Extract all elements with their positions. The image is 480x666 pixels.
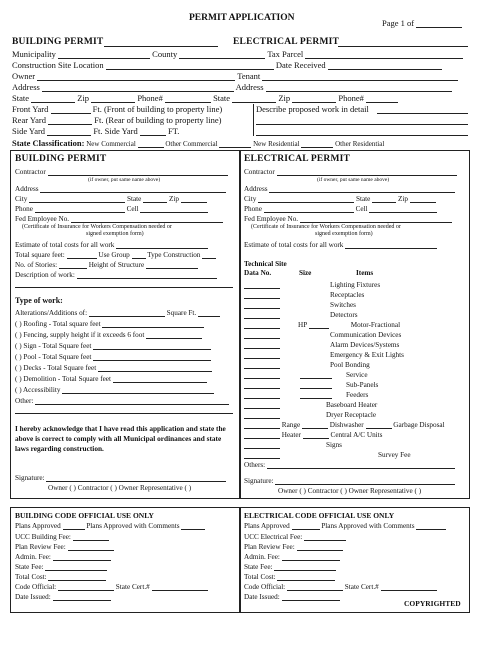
electrical-contractor-field[interactable]: Contractor	[244, 168, 457, 176]
electrical-date-issued[interactable]: Date Issued:	[244, 593, 340, 601]
elec-row-communication[interactable]: Communication Devices	[244, 331, 401, 339]
electrical-state-fee[interactable]: State Fee:	[244, 563, 336, 571]
alterations-field[interactable]: Alterations/Additions of: Square Ft.	[15, 309, 220, 317]
building-estimate[interactable]: Estimate of total costs for all work	[15, 241, 208, 249]
electrical-estimate[interactable]: Estimate of total costs for all work	[244, 241, 437, 249]
electrical-plans-approved[interactable]: Plans Approved Plans Approved with Comments	[244, 522, 446, 530]
electrical-signature-field[interactable]: Signature:	[244, 477, 455, 485]
owner-field[interactable]: Owner Tenant	[12, 72, 458, 81]
elec-row-dryer[interactable]: Dryer Receptacle	[244, 411, 376, 419]
building-plan-review-fee[interactable]: Plan Review Fee:	[15, 543, 114, 551]
building-ucc-fee[interactable]: UCC Building Fee:	[15, 533, 109, 541]
building-sqft-use-type[interactable]: Total square feet: Use Group Type Construction	[15, 251, 216, 259]
elec-row-feeders[interactable]: Feeders	[244, 391, 368, 399]
building-admin-fee[interactable]: Admin. Fee:	[15, 553, 111, 561]
acknowledge-text-3: laws regarding construction.	[15, 444, 104, 453]
building-permit-heading: BUILDING PERMIT	[12, 37, 104, 47]
elec-row-service[interactable]: Service	[244, 371, 368, 379]
data-no-header: Data No.	[244, 269, 272, 277]
building-state-fee[interactable]: State Fee:	[15, 563, 107, 571]
building-city-state-zip[interactable]: City State Zip	[15, 195, 207, 203]
electrical-owner-note: (if owner, put same name above)	[317, 177, 390, 183]
elec-row-lighting[interactable]: Lighting Fixtures	[244, 281, 380, 289]
building-plans-approved[interactable]: Plans Approved Plans Approved with Comments	[15, 522, 205, 530]
elec-row-alarm[interactable]: Alarm Devices/Systems	[244, 341, 399, 349]
building-phone-cell[interactable]: Phone Cell	[15, 205, 208, 213]
building-signature-field[interactable]: Signature:	[15, 474, 226, 482]
building-contractor-field[interactable]: Contractor	[15, 168, 228, 176]
electrical-official-title: ELECTRICAL CODE OFFICIAL USE ONLY	[244, 511, 395, 520]
electrical-cert-note: (Certificate of Insurance for Workers Compensation needed or	[251, 224, 401, 230]
work-item-accessibility[interactable]: ( ) Accessibility	[15, 386, 214, 394]
building-total-cost[interactable]: Total Cost:	[15, 573, 106, 581]
state-classification[interactable]: State Classification: New Commercial Other Commercial New Residential Other Residential	[12, 138, 385, 148]
work-item-roofing[interactable]: ( ) Roofing - Total square feet	[15, 320, 204, 328]
owner-state-zip-phone[interactable]: State Zip Phone# State Zip Phone#	[12, 94, 398, 103]
acknowledge-text-2: above is correct to comply with all Municipal ordinances and state	[15, 434, 222, 443]
work-item-fencing[interactable]: ( ) Fencing, supply height if it exceeds 6 foot	[15, 331, 202, 339]
rear-yard-field[interactable]: Rear Yard Ft. (Rear of building to property line)	[12, 115, 222, 125]
owner-address-field[interactable]: Address Address	[12, 83, 452, 92]
elec-row-switches[interactable]: Switches	[244, 301, 356, 309]
building-section-title: BUILDING PERMIT	[15, 154, 107, 164]
electrical-ucc-fee[interactable]: UCC Electrical Fee:	[244, 533, 346, 541]
electrical-total-cost[interactable]: Total Cost:	[244, 573, 335, 581]
building-sign-roles[interactable]: Owner ( ) Contractor ( ) Owner Representative ( )	[48, 484, 192, 492]
elec-row-motor[interactable]: HP Motor-Fractional	[244, 321, 400, 329]
side-yard-field[interactable]: Side Yard Ft. Side Yard FT.	[12, 126, 180, 136]
building-cert-note: (Certificate of Insurance for Workers Compensation needed or	[22, 224, 172, 230]
electrical-fed-employee[interactable]: Fed Employee No.	[244, 215, 452, 223]
elec-row-baseboard[interactable]: Baseboard Heater	[244, 401, 377, 409]
work-item-sign[interactable]: ( ) Sign - Total Square feet	[15, 342, 211, 350]
electrical-sign-roles[interactable]: Owner ( ) Contractor ( ) Owner Representative ( )	[278, 487, 422, 495]
work-item-pool[interactable]: ( ) Pool - Total Square feet	[15, 353, 211, 361]
electrical-others-field[interactable]: Others:	[244, 461, 455, 469]
size-header: Size	[299, 269, 312, 277]
elec-row-signs[interactable]: Signs	[244, 441, 342, 449]
electrical-permit-heading: ELECTRICAL PERMIT	[233, 37, 340, 47]
work-other-field[interactable]: Other:	[15, 397, 229, 405]
electrical-admin-fee[interactable]: Admin. Fee:	[244, 553, 340, 561]
construction-site-field[interactable]: Construction Site Location Date Received	[12, 61, 442, 70]
building-date-issued[interactable]: Date Issued:	[15, 593, 111, 601]
municipality-field[interactable]: Municipality County Tax Parcel	[12, 50, 463, 59]
elec-row-detectors[interactable]: Detectors	[244, 311, 358, 319]
type-of-work-heading: Type of work:	[15, 296, 63, 305]
building-address-field[interactable]: Address	[15, 185, 226, 193]
building-owner-note: (if owner, put same name above)	[88, 177, 161, 183]
electrical-phone-cell[interactable]: Phone Cell	[244, 205, 437, 213]
elec-row-range-dishwasher[interactable]: Range Dishwasher Garbage Disposal	[244, 421, 445, 429]
building-stories-height[interactable]: No. of Stories: Height of Structure	[15, 261, 198, 269]
elec-row-receptacles[interactable]: Receptacles	[244, 291, 364, 299]
work-item-demolition[interactable]: ( ) Demolition - Total Square feet	[15, 375, 207, 383]
building-cert-note-2: signed exemption form)	[86, 231, 144, 237]
elec-row-heater-ac[interactable]: Heater Central A/C Units	[244, 431, 382, 439]
electrical-code-official[interactable]: Code Official: State Cert.#	[244, 583, 437, 591]
electrical-plan-review-fee[interactable]: Plan Review Fee:	[244, 543, 343, 551]
electrical-cert-note-2: signed exemption form)	[315, 231, 373, 237]
copyright-mark: COPYRIGHTED	[404, 599, 461, 608]
page-title: PERMIT APPLICATION	[189, 13, 295, 23]
technical-site-heading: Technical Site	[244, 260, 287, 268]
electrical-address-field[interactable]: Address	[244, 185, 455, 193]
building-official-title: BUILDING CODE OFFICIAL USE ONLY	[15, 511, 154, 520]
elec-row-survey-fee[interactable]: Survey Fee	[244, 451, 411, 459]
items-header: Items	[356, 269, 374, 277]
electrical-city-state-zip[interactable]: City State Zip	[244, 195, 436, 203]
describe-work-label: Describe proposed work in detail	[256, 104, 369, 114]
elec-row-subpanels[interactable]: Sub-Panels	[244, 381, 378, 389]
electrical-section-title: ELECTRICAL PERMIT	[244, 154, 351, 164]
building-code-official[interactable]: Code Official: State Cert.#	[15, 583, 208, 591]
page-number-label: Page 1 of	[382, 19, 462, 28]
building-description[interactable]: Description of work:	[15, 271, 217, 279]
acknowledge-text-1: I hereby acknowledge that I have read this application and state the	[15, 424, 226, 433]
building-fed-employee[interactable]: Fed Employee No.	[15, 215, 223, 223]
front-yard-field[interactable]: Front Yard Ft. (Front of building to property line)	[12, 104, 223, 114]
elec-row-pool-bonding[interactable]: Pool Bonding	[244, 361, 370, 369]
work-item-decks[interactable]: ( ) Decks - Total Square feet	[15, 364, 212, 372]
elec-row-emergency[interactable]: Emergency & Exit Lights	[244, 351, 404, 359]
